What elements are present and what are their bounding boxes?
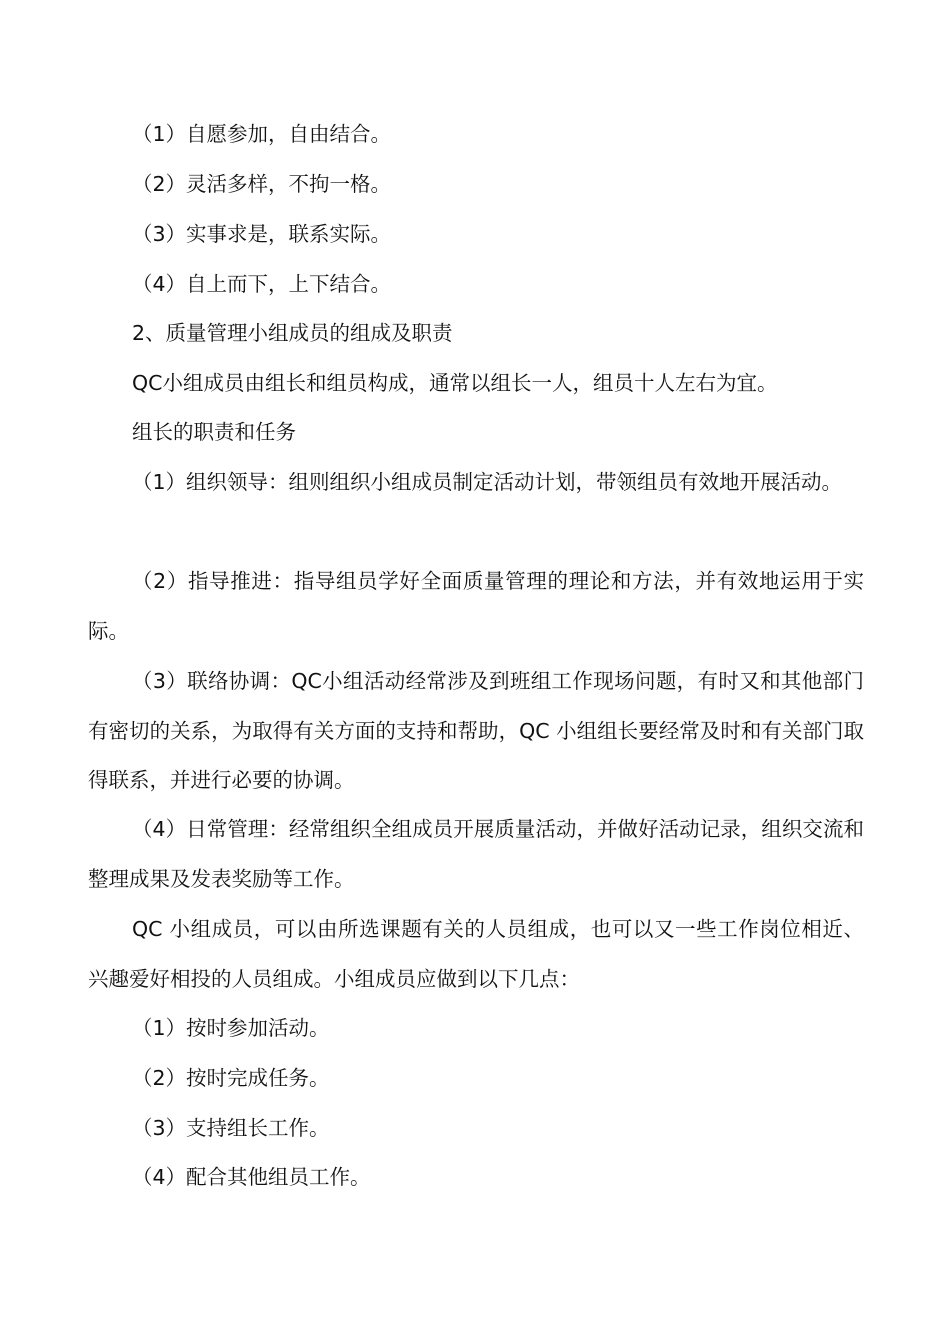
paragraph-principle-2: （2）灵活多样，不拘一格。 [132, 172, 392, 196]
paragraph-member-duty-2: （2）按时完成任务。 [132, 1066, 330, 1090]
section-heading: 2、质量管理小组成员的组成及职责 [132, 321, 453, 345]
paragraph-principle-4: （4）自上而下，上下结合。 [132, 272, 392, 296]
paragraph-composition: QC小组成员由组长和组员构成，通常以组长一人，组员十人左右为宜。 [132, 371, 778, 395]
paragraph-leader-duty-1: （1）组织领导：组则组织小组成员制定活动计划，带领组员有效地开展活动。 [132, 470, 843, 494]
paragraph-member-duty-3: （3）支持组长工作。 [132, 1116, 330, 1140]
paragraph-member-duty-4: （4）配合其他组员工作。 [132, 1165, 371, 1189]
paragraph-members: QC 小组成员，可以由所选课题有关的人员组成，也可以又一些工作岗位相近、兴趣爱好相投的人员组成。小组成员应做到以下几点： [88, 917, 864, 991]
paragraph-leader-duty-4: （4）日常管理：经常组织全组成员开展质量活动，并做好活动记录，组织交流和整理成果及发表奖励等工作。 [88, 817, 864, 891]
paragraph-principle-1: （1）自愿参加，自由结合。 [132, 122, 392, 146]
paragraph-member-duty-1: （1）按时参加活动。 [132, 1016, 330, 1040]
paragraph-leader-duty-2: （2）指导推进：指导组员学好全面质量管理的理论和方法，并有效地运用于实际。 [88, 569, 864, 643]
paragraph-leader-duty-3: （3）联络协调：QC小组活动经常涉及到班组工作现场问题，有时又和其他部门有密切的关系，为取得有关方面的支持和帮助，QC 小组组长要经常及时和有关部门取得联系，并进行必要的协调。 [88, 669, 864, 792]
subheading-leader-duties: 组长的职责和任务 [132, 420, 296, 444]
paragraph-principle-3: （3）实事求是，联系实际。 [132, 222, 392, 246]
